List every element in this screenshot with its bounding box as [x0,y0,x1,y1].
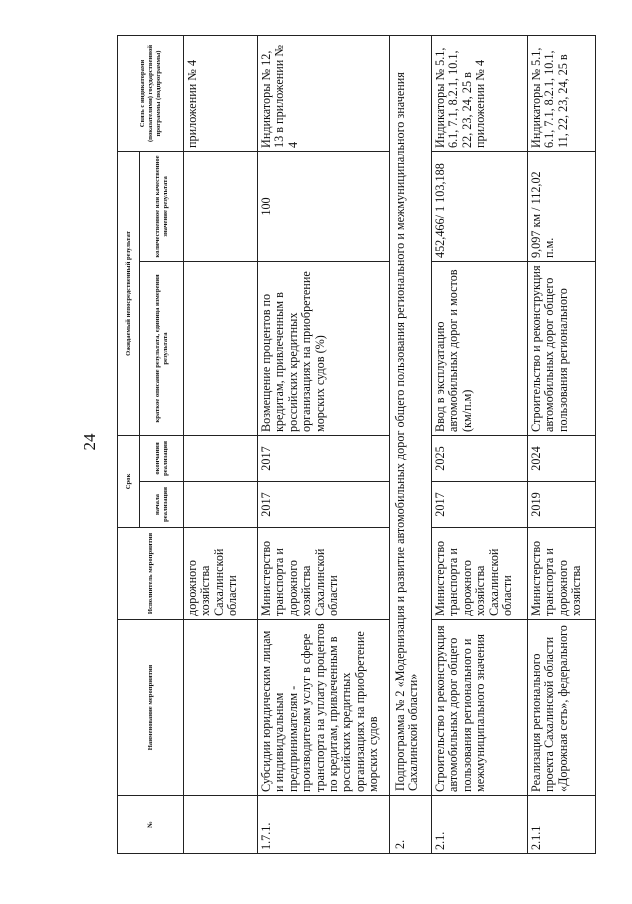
header-term: Срок [118,436,140,528]
cell-executor: дорожного хозяйства Сахалинской области [184,528,258,620]
cell-end [184,436,258,482]
cell-name [184,620,258,796]
cell-link: Индикаторы № 5.1, 6.1, 7.1, 8.2.1, 10.1, 11, 22, 23, 24, 25 в [528,35,596,151]
cell-name: Субсидии юридическим лицам и индивидуальным предпринимателям - производителям услуг в сфере транспорта на уплату процентов по кредитам, привлеченным в российских кредитных организациях на приобретение морских судов [258,620,390,796]
cell-num [184,796,258,854]
cell-end: 2025 [432,436,528,482]
cell-link: приложении № 4 [184,35,258,151]
cell-start: 2017 [258,482,390,528]
cell-num: 2.1. [432,796,528,854]
cell-executor: Министерство транспорта и дорожного хозяйства [528,528,596,620]
measures-table [117,35,596,854]
cell-result-value: 9,097 км / 112,02 п.м. [528,151,596,261]
header-result-desc: краткое описание результата, единица измерения результата [140,262,184,436]
cell-name: Реализация регионального проекта Сахалинской области «Дорожная сеть», федерального [528,620,596,796]
cell-result-value [184,151,258,261]
cell-num: 1.7.1. [258,796,390,854]
cell-link: Индикаторы № 5.1, 6.1, 7.1, 8.2.1, 10.1, 22, 23, 24, 25 в приложении № 4 [432,35,528,151]
cell-result-desc [184,262,258,436]
header-result-value: количественное или качественное значение результата [140,151,184,261]
cell-end: 2024 [528,436,596,482]
table-row [258,35,390,853]
subprogram-title: Подпрограмма № 2 «Модернизация и развитие автомобильных дорог общего пользования регионального и межмуниципального значения Сахалинской области» [390,35,432,795]
header-term-end: окончания реализации [140,436,184,482]
cell-executor: Министерство транспорта и дорожного хозяйства Сахалинской области [258,528,390,620]
cell-result-desc: Ввод в эксплуатацию автомобильных дорог и мостов (км/п.м) [432,262,528,436]
cell-link: Индикаторы № 12, 13 в приложении № 4 [258,35,390,151]
header-executor: Исполнитель мероприятия [118,528,184,620]
header-term-start: начала реализации [140,482,184,528]
header-result: Ожидаемый непосредственный результат [118,151,140,435]
cell-name: Строительство и реконструкция автомобильных дорог общего пользования регионального и межмуниципального значения [432,620,528,796]
table-row [184,35,258,853]
cell-end: 2017 [258,436,390,482]
cell-executor: Министерство транспорта и дорожного хозяйства Сахалинской области [432,528,528,620]
cell-result-desc: Строительство и реконструкция автомобильных дорог общего пользования регионального [528,262,596,436]
table-row [432,35,528,853]
header-name: Наименование мероприятия [118,620,184,796]
header-num: № [118,796,184,854]
table-row [528,35,596,853]
subprogram-row [390,35,432,853]
cell-start: 2017 [432,482,528,528]
cell-start [184,482,258,528]
cell-result-value: 452,466/ 1 103,188 [432,151,528,261]
cell-num: 2.1.1 [528,796,596,854]
header-link: Связь с индикаторами (показателями) государственной программы (подпрограммы) [118,35,184,151]
cell-start: 2019 [528,482,596,528]
cell-result-desc: Возмещение процентов по кредитам, привлеченным в российских кредитных организациях на приобретение морских судов (%) [258,262,390,436]
cell-result-value: 100 [258,151,390,261]
rotated-table-container [117,36,605,854]
cell-num: 2. [390,796,432,854]
page-number: 24 [80,433,99,451]
